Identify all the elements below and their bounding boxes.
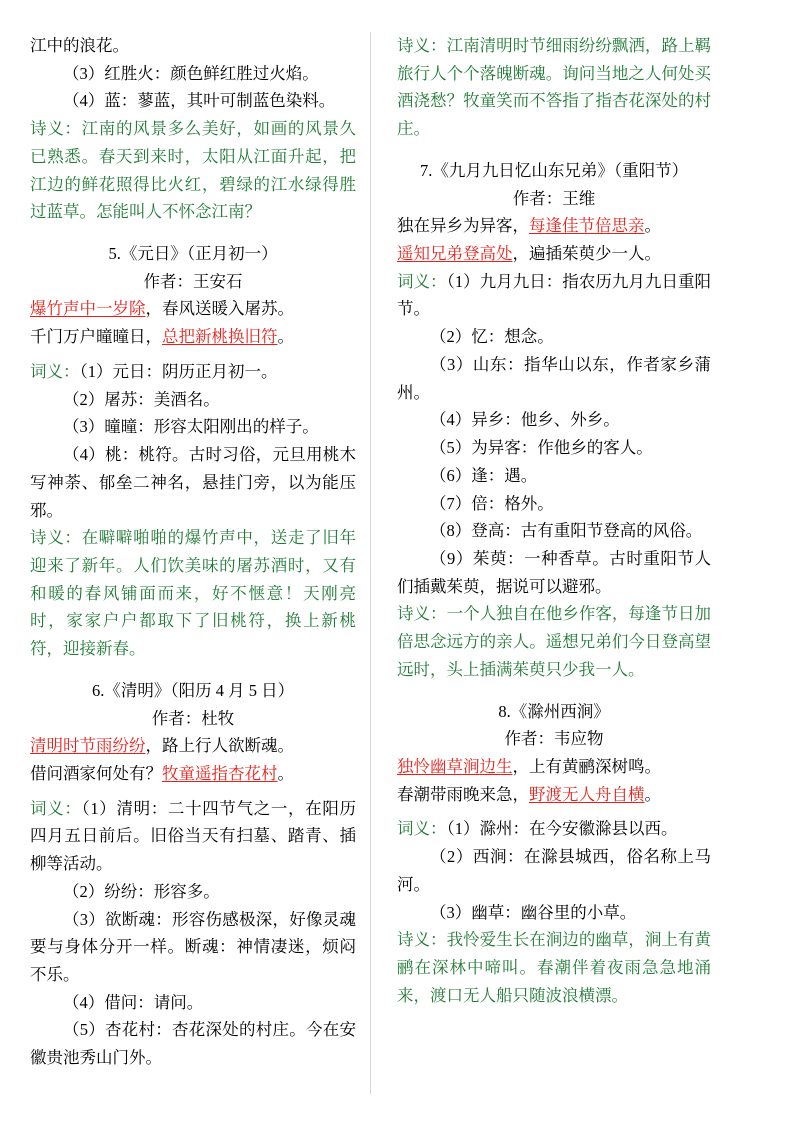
poem5-line2-end: 。 [277, 327, 294, 347]
poem8-line2-plain: 春潮带雨晚来急， [397, 784, 529, 804]
poem6-shiyi [397, 32, 711, 143]
poem7-line1-highlight: 每逢佳节倍思亲 [529, 216, 645, 236]
jiangnan-item-3: （3）红胜火：颜色鲜红胜过火焰。 [63, 63, 319, 83]
poem7-shiyi [397, 600, 711, 683]
poem7-line1 [397, 212, 711, 240]
poem7-author: 作者：王维 [512, 188, 596, 208]
poem5-line1-rest: ，春风送暖入屠苏。 [145, 299, 294, 319]
poem6-line1-rest: ，路上行人欲断魂。 [145, 736, 294, 756]
poem5-line1-highlight: 爆竹声中一岁除 [30, 299, 146, 319]
poem5-ciyi-1-text: （1）元日：阴历正月初一。 [79, 361, 278, 381]
poem7-ciyi-label: 词义： [397, 271, 447, 291]
poem5-ciyi-1 [30, 358, 356, 386]
poem8-ciyi-1 [397, 815, 711, 843]
poem7-line2-highlight: 遥知兄弟登高处 [397, 244, 513, 264]
poem6-ciyi-1-text: （1）清明：二十四节气之一，在阳历四月五日前后。旧俗当天有扫墓、踏青、插柳等活动。 [30, 798, 357, 874]
poem8-shiyi [397, 926, 711, 1009]
poem5-author: 作者：王安石 [143, 271, 243, 291]
poem6-line2 [30, 760, 356, 788]
poem5-title: 5.《元日》（正月初一） [108, 244, 278, 264]
poem5-shiyi-text: 在噼噼啪啪的爆竹声中，送走了旧年迎来了新年。人们饮美味的屠苏酒时，又有和暖的春风铺面而来，好不惬意！天刚亮时，家家户户都取下了旧桃符，换上新桃符，迎接新春。 [30, 528, 357, 659]
poem7-line1-plain: 独在异乡为异客， [397, 216, 529, 236]
poem6-line1 [30, 732, 356, 760]
poem8-shiyi-text: 我怜爱生长在涧边的幽草，涧上有黄鹂在深林中啼叫。春潮伴着夜雨急急地涌来，渡口无人船只随波浪横漂。 [397, 930, 712, 1005]
poem6-line2-highlight: 牧童遥指杏花村 [162, 763, 278, 783]
poem6-ciyi-3: （3）欲断魂：形容伤感极深，好像灵魂要与身体分开一样。断魂：神情凄迷，烦闷不乐。 [30, 909, 356, 984]
poem7-ciyi-8: （8）登高：古有重阳节登高的风俗。 [430, 521, 703, 541]
poem6-ciyi-1 [30, 795, 356, 878]
poem6-ciyi-4: （4）借问：请问。 [63, 992, 204, 1012]
poem7-title: 7.《九月九日忆山东兄弟》（重阳节） [419, 160, 689, 180]
poem6-title: 6.《清明》（阳历 4 月 5 日） [91, 680, 295, 700]
poem7-line1-end: 。 [644, 216, 661, 236]
poem8-author: 作者：韦应物 [504, 729, 604, 749]
poem5-ciyi-4: （4）桃：桃符。古时习俗，元旦用桃木写神荼、郁垒二神名，悬挂门旁，以为能压邪。 [30, 445, 356, 520]
jiangnan-line1: 江中的浪花。 [30, 36, 129, 55]
poem7-ciyi-1 [397, 268, 711, 323]
poem5-line2-highlight: 总把新桃换旧符 [162, 327, 278, 347]
jiangnan-shiyi-label: 诗义： [30, 119, 82, 139]
poem6-line2-plain: 借问酒家何处有？ [30, 763, 162, 783]
poem7-ciyi-3: （3）山东：指华山以东，作者家乡蒲州。 [397, 354, 711, 402]
poem8-line1 [397, 753, 711, 781]
poem8-ciyi-3: （3）幽草：幽谷里的小草。 [430, 902, 637, 922]
poem7-line2-rest: ，遍插茱萸少一人。 [512, 244, 661, 264]
poem8-title: 8.《滁州西涧》 [498, 701, 610, 721]
poem7-ciyi-5: （5）为异客：作他乡的客人。 [430, 438, 653, 458]
poem6-shiyi-text: 江南清明时节细雨纷纷飘洒，路上羁旅行人个个落魄断魂。询问当地之人何处买酒浇愁？牧童笑而不答指了指杏花深处的村庄。 [397, 36, 712, 139]
jiangnan-shiyi-text: 江南的风景多么美好，如画的风景久已熟悉。春天到来时，太阳从江面升起，把江边的鲜花照得比火红，碧绿的江水绿得胜过蓝草。怎能叫人不怀念江南？ [30, 119, 357, 222]
poem7-ciyi-7: （7）倍：格外。 [430, 493, 554, 513]
poem5-ciyi-2: （2）屠苏：美酒名。 [63, 389, 220, 409]
poem6-author: 作者：杜牧 [151, 708, 235, 728]
poem5-line2-plain: 千门万户曈曈日， [30, 327, 162, 347]
poem5-line2 [30, 323, 356, 351]
poem5-ciyi-label: 词义： [30, 361, 80, 381]
poem6-line2-end: 。 [277, 763, 294, 783]
poem7-ciyi-1-text: （1）九月九日：指农历九月九日重阳节。 [397, 271, 712, 319]
right-column [371, 32, 711, 1094]
poem8-ciyi-2: （2）西涧：在滁县城西，俗名称上马河。 [397, 847, 711, 894]
jiangnan-item-4: （4）蓝：蓼蓝，其叶可制蓝色染料。 [63, 91, 336, 111]
poem8-ciyi-label: 词义： [397, 819, 447, 839]
poem6-shiyi-label: 诗义： [397, 36, 447, 55]
poem5-shiyi [30, 524, 356, 663]
poem7-ciyi-4: （4）异乡：他乡、外乡。 [430, 410, 620, 430]
poem7-ciyi-9: （9）茱萸：一种香草。古时重阳节人们插戴茱萸，据说可以避邪。 [397, 548, 711, 596]
poem7-shiyi-label: 诗义： [397, 604, 447, 624]
poem8-line1-highlight: 独怜幽草涧边生 [397, 756, 513, 776]
poem8-shiyi-label: 诗义： [397, 930, 447, 950]
poem6-ciyi-5: （5）杏花村：杏花深处的村庄。今在安徽贵池秀山门外。 [30, 1020, 356, 1068]
left-column [30, 32, 370, 1094]
poem8-line1-rest: ，上有黄鹂深树鸣。 [512, 756, 661, 776]
poem5-line1 [30, 295, 356, 323]
poem7-line2 [397, 240, 711, 268]
poem6-ciyi-2: （2）纷纷：形容多。 [63, 881, 220, 901]
poem8-ciyi-1-text: （1）滁州：在今安徽滁县以西。 [446, 819, 678, 839]
poem5-shiyi-label: 诗义： [30, 528, 82, 548]
poem8-line2-end: 。 [644, 784, 661, 804]
poem7-shiyi-text: 一个人独自在他乡作客，每逢节日加倍思念远方的亲人。遥想兄弟们今日登高望远时，头上插满茱萸只少我一人。 [397, 604, 712, 679]
poem7-ciyi-6: （6）逢：遇。 [430, 465, 538, 485]
jiangnan-shiyi [30, 115, 356, 226]
poem7-ciyi-2: （2）忆：想念。 [430, 327, 554, 347]
poem8-line2 [397, 781, 711, 809]
poem6-ciyi-label: 词义： [30, 798, 82, 818]
poem5-ciyi-3: （3）曈曈：形容太阳刚出的样子。 [63, 417, 319, 437]
poem8-line2-highlight: 野渡无人舟自横 [529, 784, 645, 804]
poem6-line1-highlight: 清明时节雨纷纷 [30, 736, 146, 756]
